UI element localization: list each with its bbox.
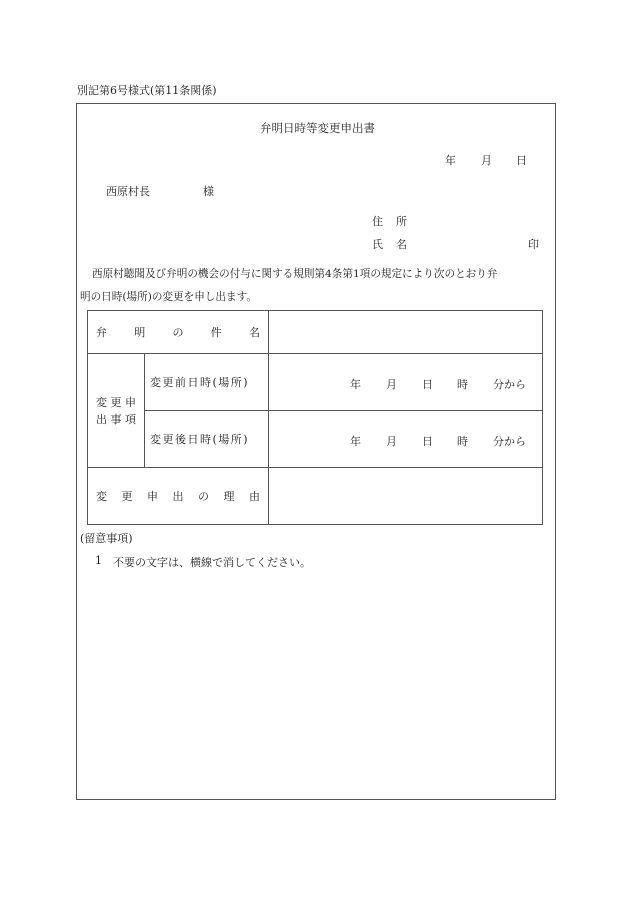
case-name-row <box>88 311 543 354</box>
after-day: 日 <box>422 435 433 448</box>
before-row <box>88 354 543 411</box>
before-datetime-cell[interactable] <box>269 354 543 411</box>
change-items-table <box>87 310 543 525</box>
form-label: 別記第6号様式(第11条関係) <box>77 84 217 97</box>
note-item-text: 不要の文字は、横線で消してください。 <box>113 556 311 569</box>
case-name-label <box>88 311 269 354</box>
note-item-number: 1 <box>95 554 102 567</box>
group-label-line-2: 出 事 項 <box>96 412 136 426</box>
after-label-text: 変更後日時(場所) <box>150 433 250 446</box>
name-label-2: 名 <box>396 238 407 251</box>
before-label-text: 変更前日時(場所) <box>150 376 250 389</box>
date-day: 日 <box>516 154 527 167</box>
after-label <box>145 411 269 468</box>
case-char: 名 <box>249 326 260 339</box>
after-year: 年 <box>350 435 361 448</box>
reason-char: 理 <box>223 490 235 503</box>
after-row <box>88 411 543 468</box>
name-label-1: 氏 <box>372 238 383 251</box>
form-title: 弁明日時等変更申出書 <box>260 121 375 135</box>
date-month: 月 <box>481 154 492 167</box>
address-label-1: 住 <box>372 215 383 228</box>
notes-heading: (留意事項) <box>80 532 133 545</box>
body-text-line-2: 明の日時(場所)の変更を申し出ます。 <box>80 291 257 303</box>
group-label-line-1: 変 更 申 <box>96 395 136 409</box>
before-minute: 分から <box>493 378 526 391</box>
reason-cell[interactable] <box>269 468 543 525</box>
reason-char: 変 <box>96 490 107 503</box>
before-month: 月 <box>386 378 397 391</box>
address-label-2: 所 <box>396 215 407 228</box>
reason-char: 出 <box>172 490 184 503</box>
after-minute: 分から <box>493 435 526 448</box>
seal-mark: 印 <box>528 238 539 251</box>
after-month: 月 <box>386 435 397 448</box>
before-day: 日 <box>422 378 433 391</box>
case-char: 明 <box>134 326 146 339</box>
after-hour: 時 <box>457 435 468 448</box>
reason-char: の <box>198 490 209 503</box>
case-char: の <box>172 326 184 339</box>
before-hour: 時 <box>457 378 468 391</box>
after-datetime-cell[interactable] <box>269 411 543 468</box>
reason-row <box>88 468 543 525</box>
case-char: 弁 <box>96 326 107 339</box>
reason-char: 由 <box>249 490 260 503</box>
reason-char: 申 <box>147 490 158 503</box>
case-char: 件 <box>210 326 222 339</box>
addressee-honorific: 様 <box>203 185 214 198</box>
reason-label <box>88 468 269 525</box>
reason-char: 更 <box>121 490 133 503</box>
addressee-name: 西原村長 <box>106 185 150 198</box>
body-text-line-1: 西原村聴聞及び弁明の機会の付与に関する規則第4条第1項の規定により次のとおり弁 <box>92 268 498 280</box>
before-year: 年 <box>350 378 361 391</box>
date-year: 年 <box>445 154 456 167</box>
before-label <box>145 354 269 411</box>
change-group-label <box>88 354 145 468</box>
case-name-cell[interactable] <box>269 311 543 354</box>
